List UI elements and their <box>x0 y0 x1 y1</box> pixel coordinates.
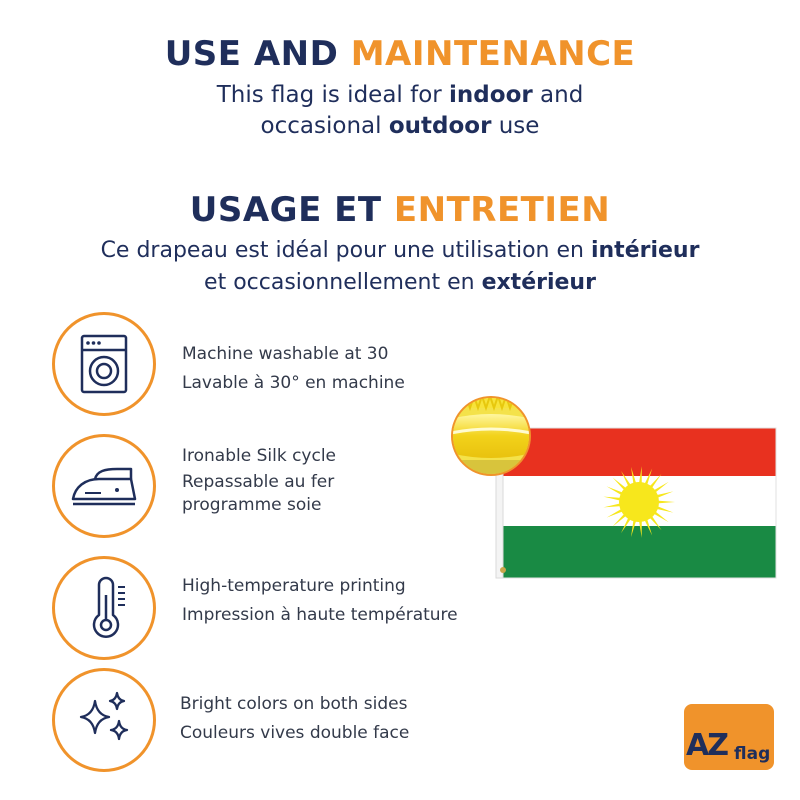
subtitle-en-text: and <box>532 82 584 108</box>
feature-iron-fr-line1: Repassable au fer <box>182 472 335 492</box>
azflag-logo <box>684 704 774 770</box>
subtitle-en-text: occasional <box>260 113 389 139</box>
subtitle-en-bold-outdoor: outdoor <box>388 113 492 139</box>
thermometer-icon <box>55 559 153 657</box>
feature-circle-wash <box>52 312 156 416</box>
feature-wash-fr: Lavable à 30° en machine <box>182 373 405 393</box>
subtitle-en-text: This flag is ideal for <box>216 82 450 108</box>
feature-print-fr: Impression à haute température <box>182 605 458 625</box>
feature-iron <box>182 442 336 517</box>
title-fr-part2: ENTRETIEN <box>393 190 611 230</box>
feature-print <box>182 572 458 630</box>
subtitle-fr <box>0 235 800 299</box>
feature-circle-colors <box>52 668 156 772</box>
sparkles-icon <box>55 671 153 769</box>
feature-colors <box>180 690 409 748</box>
subtitle-fr-text: Ce drapeau est idéal pour une utilisation en <box>100 238 591 263</box>
title-use-and-maintenance <box>0 34 800 74</box>
feature-iron-en: Ironable Silk cycle <box>182 446 337 466</box>
washing-machine-icon <box>55 315 153 413</box>
title-en-part1: USE AND <box>164 34 351 74</box>
subtitle-en-bold-indoor: indoor <box>449 82 533 108</box>
title-en-part2: MAINTENANCE <box>350 34 636 74</box>
kurdistan-flag <box>446 394 786 594</box>
flag-red-stripe <box>502 428 776 476</box>
title-fr-part1: USAGE ET <box>189 190 394 230</box>
feature-circle-print <box>52 556 156 660</box>
subtitle-fr-bold-interieur: intérieur <box>590 238 700 263</box>
logo-flag: flag <box>734 744 771 764</box>
feature-wash-en: Machine washable at 30 <box>182 344 389 364</box>
subtitle-en-text: use <box>491 113 540 139</box>
logo-az: AZ <box>686 728 727 763</box>
feature-colors-en: Bright colors on both sides <box>180 694 408 714</box>
iron-icon <box>55 437 153 535</box>
feature-iron-fr-line2: programme soie <box>182 495 322 515</box>
kurdistan-flag-image <box>446 394 786 594</box>
subtitle-en <box>0 80 800 142</box>
feature-circle-iron <box>52 434 156 538</box>
flag-green-stripe <box>502 526 776 578</box>
feature-colors-fr: Couleurs vives double face <box>180 723 410 743</box>
title-usage-et-entretien <box>0 190 800 230</box>
feature-wash <box>182 340 405 398</box>
feature-print-en: High-temperature printing <box>182 576 406 596</box>
subtitle-fr-bold-exterieur: extérieur <box>481 270 596 295</box>
subtitle-fr-text: et occasionnellement en <box>204 270 482 295</box>
